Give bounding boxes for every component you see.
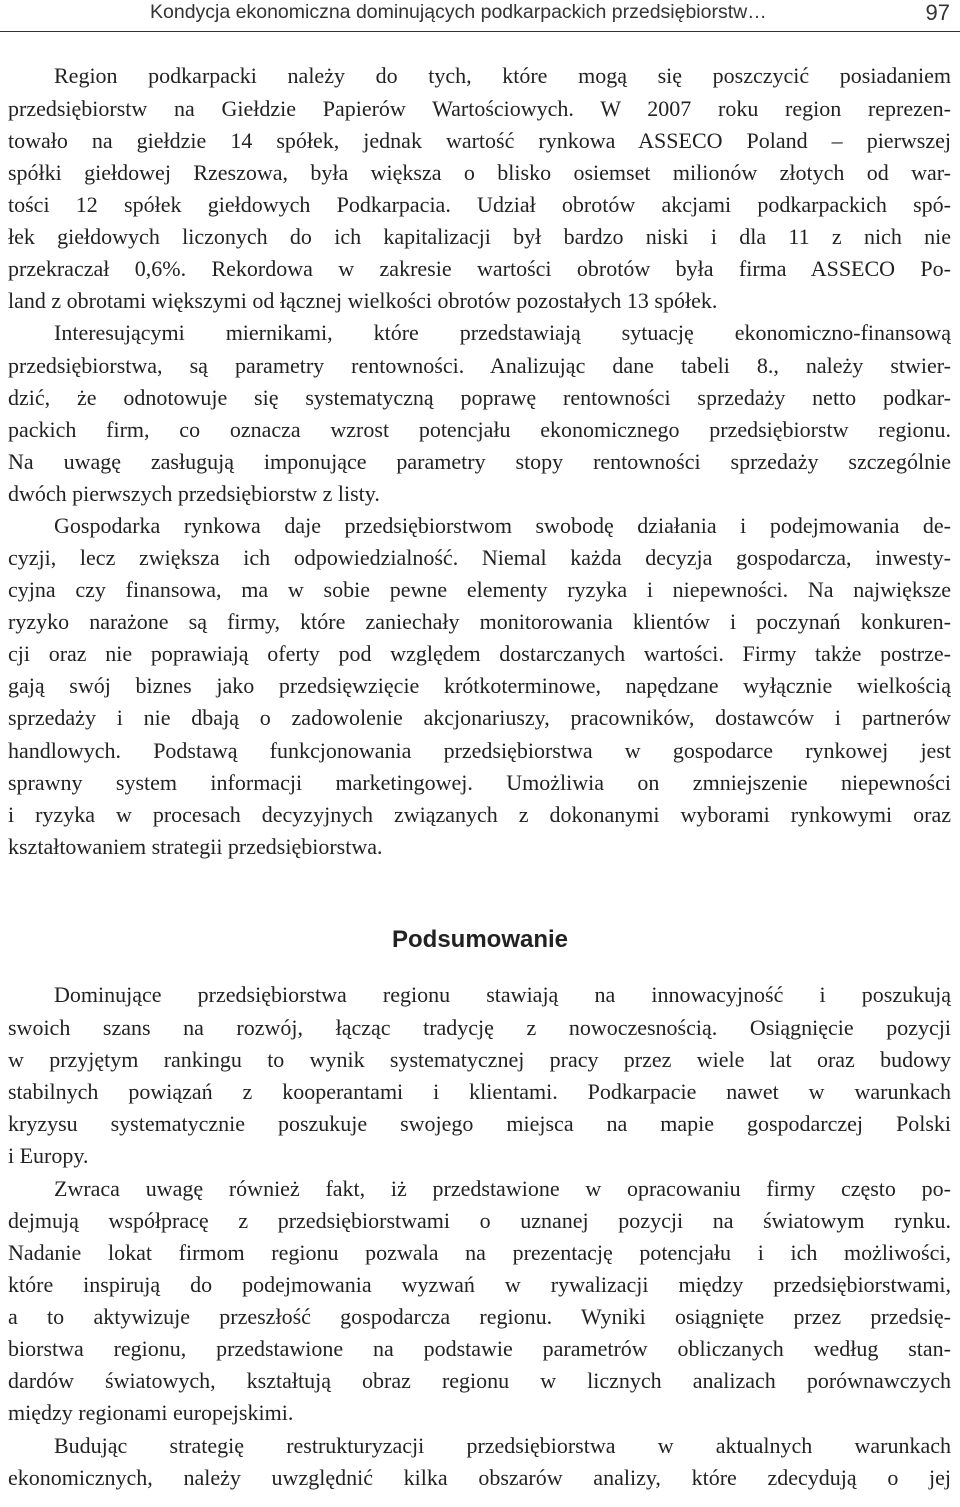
text-line: łek giełdowych liczonych do ich kapitalizacji był bardzo niski i dla 11 z nich nie — [8, 224, 951, 249]
text-line: przekraczał 0,6%. Rekordowa w zakresie wartości obrotów była firma ASSECO Po- — [8, 256, 951, 281]
text-line: kształtowaniem strategii przedsiębiorstwa. — [8, 834, 383, 859]
running-header — [0, 0, 960, 32]
text-line: ryzyko narażone są firmy, które zaniechały monitorowania klientów i poczynań konkuren- — [8, 609, 951, 634]
text-line: Nadanie lokat firmom regionu pozwala na prezentację potencjału i ich możliwości, — [8, 1240, 951, 1265]
text-line: land z obrotami większymi od łącznej wielkości obrotów pozostałych 13 spółek. — [8, 288, 718, 313]
text-line: dzić, że odnotowuje się systematyczną poprawę rentowności sprzedaży netto podkar- — [8, 385, 951, 410]
text-line: dejmują współpracę z przedsiębiorstwami o uznanej pozycji na światowym rynku. — [8, 1208, 951, 1233]
text-line: w przyjętym rankingu to wynik systematycznej pracy przez wiele lat oraz budowy — [8, 1047, 951, 1072]
text-line: przedsiębiorstw na Giełdzie Papierów Wartościowych. W 2007 roku region reprezen- — [8, 96, 951, 121]
text-line: swoich szans na rozwój, łącząc tradycję z nowoczesnością. Osiągnięcie pozycji — [8, 1015, 951, 1040]
text-line: sprawny system informacji marketingowej. Umożliwia on zmniejszenie niepewności — [8, 770, 951, 795]
text-line: gają swój biznes jako przedsięwzięcie krótkoterminowe, napędzane wyłącznie wielkością — [8, 673, 951, 698]
text-line: cyzji, lecz zwiększa ich odpowiedzialność. Niemal każda decyzja gospodarcza, inwesty- — [8, 545, 951, 570]
text-line: dwóch pierwszych przedsiębiorstw z listy. — [8, 481, 380, 506]
section-heading: Podsumowanie — [391, 926, 569, 953]
text-line: handlowych. Podstawą funkcjonowania przedsiębiorstwa w gospodarce rynkowej jest — [8, 738, 951, 763]
text-line: między regionami europejskimi. — [8, 1400, 294, 1425]
text-line: towało na giełdzie 14 spółek, jednak wartość rynkowa ASSECO Poland – pierwszej — [8, 128, 951, 153]
header-title: Kondycja ekonomiczna dominujących podkarpackich przedsiębiorstw… — [150, 1, 767, 23]
text-line: i ryzyka w procesach decyzyjnych związanych z dokonanymi wyborami rynkowymi oraz — [8, 802, 951, 827]
text-line: sprzedaży i nie dbają o zadowolenie akcjonariuszy, pracowników, dostawców i partnerów — [8, 705, 951, 730]
text-line: Budując strategię restrukturyzacji przedsiębiorstwa w aktualnych warunkach — [54, 1433, 951, 1458]
text-line: Zwraca uwagę również fakt, iż przedstawione w opracowaniu firmy często po- — [54, 1176, 951, 1201]
text-line: które inspirują do podejmowania wyzwań w rywalizacji między przedsiębiorstwami, — [8, 1272, 951, 1297]
text-line: cyjna czy finansowa, ma w sobie pewne elementy ryzyka i niepewności. Na największe — [8, 577, 951, 602]
text-line: tości 12 spółek giełdowych Podkarpacia. Udział obrotów akcjami podkarpackich spó- — [8, 192, 951, 217]
page-number: 97 — [925, 0, 950, 25]
text-line: przedsiębiorstwa, są parametry rentowności. Analizując dane tabeli 8., należy stwier- — [8, 353, 951, 378]
text-line: i Europy. — [8, 1143, 89, 1168]
text-line: Na uwagę zasługują imponujące parametry stopy rentowności sprzedaży szczególnie — [8, 449, 951, 474]
text-line: packich firm, co oznacza wzrost potencjału ekonomicznego przedsiębiorstw regionu. — [8, 417, 951, 442]
text-line: Gospodarka rynkowa daje przedsiębiorstwom swobodę działania i podejmowania de- — [54, 513, 951, 538]
text-line: stabilnych powiązań z kooperantami i klientami. Podkarpacie nawet w warunkach — [8, 1079, 951, 1104]
text-line: kryzysu systematycznie poszukuje swojego miejsca na mapie gospodarczej Polski — [8, 1111, 951, 1136]
text-line: dardów światowych, kształtują obraz regionu w licznych analizach porównawczych — [8, 1368, 951, 1393]
text-line: Interesującymi miernikami, które przedstawiają sytuację ekonomiczno-finansową — [54, 320, 951, 345]
text-line: ekonomicznych, należy uwzględnić kilka obszarów analizy, które zdecydują o jej — [8, 1465, 951, 1490]
text-line: a to aktywizuje przeszłość gospodarcza regionu. Wyniki osiągnięte przez przedsię- — [8, 1304, 951, 1329]
text-line: cji oraz nie poprawiają oferty pod względem dostarczanych wartości. Firmy także postrze- — [8, 641, 951, 666]
text-line: Region podkarpacki należy do tych, które mogą się poszczycić posiadaniem — [54, 63, 951, 88]
text-line: Dominujące przedsiębiorstwa regionu stawiają na innowacyjność i poszukują — [54, 982, 951, 1007]
text-line: biorstwa regionu, przedstawione na podstawie parametrów obliczanych według stan- — [8, 1336, 951, 1361]
text-line: spółki giełdowej Rzeszowa, była większa o blisko osiemset milionów złotych od war- — [8, 160, 951, 185]
